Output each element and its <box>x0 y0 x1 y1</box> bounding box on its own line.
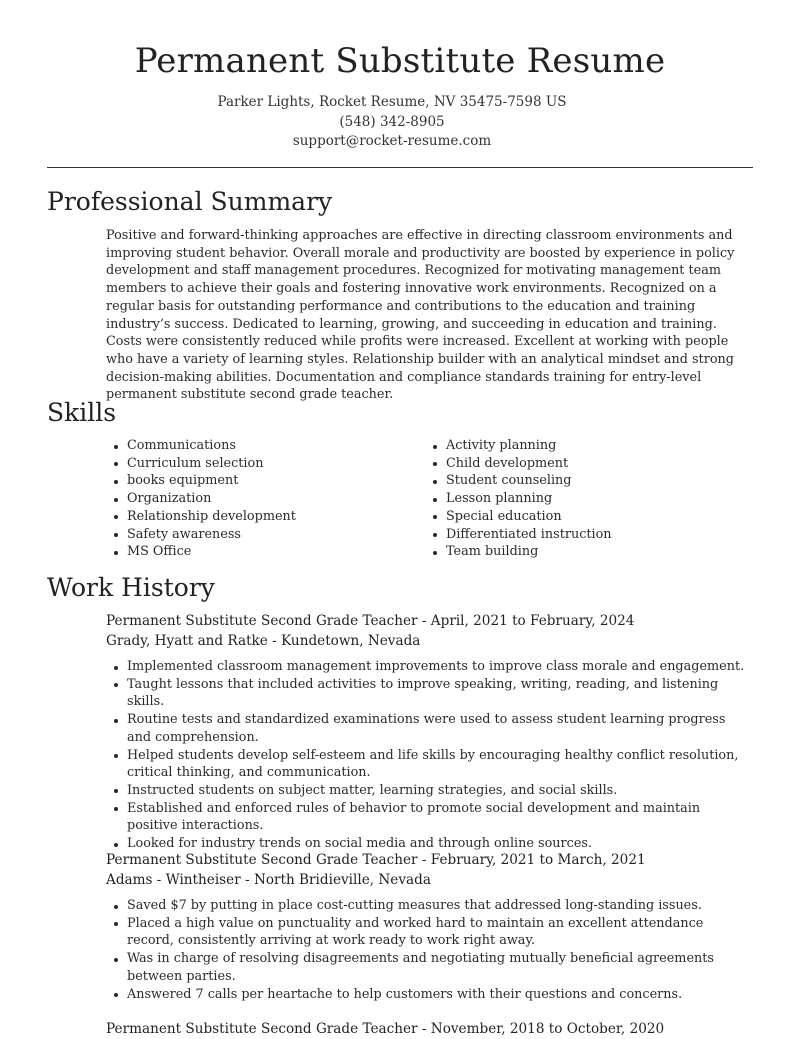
contact-address: Parker Lights, Rocket Resume, NV 35475-7598 US <box>217 94 567 110</box>
section-heading-summary: Professional Summary <box>47 187 333 216</box>
job-dates: - November, 2018 to October, 2020 <box>417 1021 665 1037</box>
job-location: - North Bridieville, Nevada <box>240 872 431 888</box>
skill-item: Special education <box>425 508 612 526</box>
summary-text: Positive and forward-thinking approaches are effective in directing classroom environments and improving student behavior. Overall morale and productivity are boosted by experience in policy development and staff management procedures. Recognized for motivating management team members to achieve their goals and fostering innovative work environments. Recognized on a regular basis for outstanding performance and contributions to the education and training industry’s success. Dedicated to learning, growing, and succeeding in education and training. Costs were consistently reduced while profits were increased. Excellent at working with people who have a variety of learning styles. Relationship builder with an analytical mindset and strong decision-making abilities. Documentation and compliance standards training for entry-level permanent substitute second grade teacher. <box>106 228 735 403</box>
job-bullet: Answered 7 calls per heartache to help customers with their questions and concerns. <box>106 986 746 1004</box>
job-bullet: Saved $7 by putting in place cost-cutting measures that addressed long-standing issues. <box>106 897 746 915</box>
job-dates: - February, 2021 to March, 2021 <box>417 852 646 868</box>
job-employer-line <box>106 631 420 651</box>
job-bullet: Helped students develop self-esteem and life skills by encouraging healthy conflict resolution, critical thinking, and communication. <box>106 747 746 782</box>
job-bullet: Was in charge of resolving disagreements and negotiating mutually beneficial agreements between parties. <box>106 950 746 985</box>
skill-item: Differentiated instruction <box>425 526 612 544</box>
skill-item: Safety awareness <box>106 526 296 544</box>
skill-item: books equipment <box>106 472 296 490</box>
job-employer-line <box>106 870 431 890</box>
job-title: Permanent Substitute Second Grade Teacher <box>106 613 418 629</box>
skill-item: Student counseling <box>425 472 612 490</box>
skill-item: Team building <box>425 543 612 561</box>
job-location: - Kundetown, Nevada <box>267 633 421 649</box>
job-title: Permanent Substitute Second Grade Teacher <box>106 1021 418 1037</box>
job-bullet: Implemented classroom management improvements to improve class morale and engagement. <box>106 658 746 676</box>
job-title: Permanent Substitute Second Grade Teacher <box>106 852 418 868</box>
skill-item: Child development <box>425 455 612 473</box>
job-title-line <box>106 1019 664 1039</box>
job-employer: Grady, Hyatt and Ratke <box>106 633 268 649</box>
job-bullet: Routine tests and standardized examinations were used to assess student learning progress and comprehension. <box>106 711 746 746</box>
skills-list-right <box>425 437 612 561</box>
job-bullet: Established and enforced rules of behavior to promote social development and maintain positive interactions. <box>106 800 746 835</box>
job-bullet: Taught lessons that included activities to improve speaking, writing, reading, and listening skills. <box>106 676 746 711</box>
skill-item: Curriculum selection <box>106 455 296 473</box>
job-dates: - April, 2021 to February, 2024 <box>417 613 635 629</box>
job-title-line <box>106 611 634 631</box>
skills-list-left <box>106 437 296 561</box>
contact-info <box>0 93 784 152</box>
contact-email: support@rocket-resume.com <box>292 133 492 149</box>
job-bullet: Looked for industry trends on social media and through online sources. <box>106 835 746 853</box>
section-heading-work-history: Work History <box>47 573 215 602</box>
job-bullet: Instructed students on subject matter, learning strategies, and social skills. <box>106 782 746 800</box>
job-title-line <box>106 850 646 870</box>
resume-title: Permanent Substitute Resume <box>134 41 666 81</box>
skill-item: MS Office <box>106 543 296 561</box>
header-divider <box>47 167 753 168</box>
skill-item: Relationship development <box>106 508 296 526</box>
skill-item: Activity planning <box>425 437 612 455</box>
contact-phone: (548) 342-8905 <box>339 113 445 130</box>
job-bullets <box>106 658 746 853</box>
skill-item: Communications <box>106 437 296 455</box>
job-bullets <box>106 897 746 1003</box>
job-bullet: Placed a high value on punctuality and worked hard to maintain an excellent attendance record, consistently arriving at work ready to work right away. <box>106 915 746 950</box>
skill-item: Organization <box>106 490 296 508</box>
section-heading-skills: Skills <box>47 398 117 427</box>
skill-item: Lesson planning <box>425 490 612 508</box>
job-employer: Adams - Wintheiser <box>106 872 241 888</box>
